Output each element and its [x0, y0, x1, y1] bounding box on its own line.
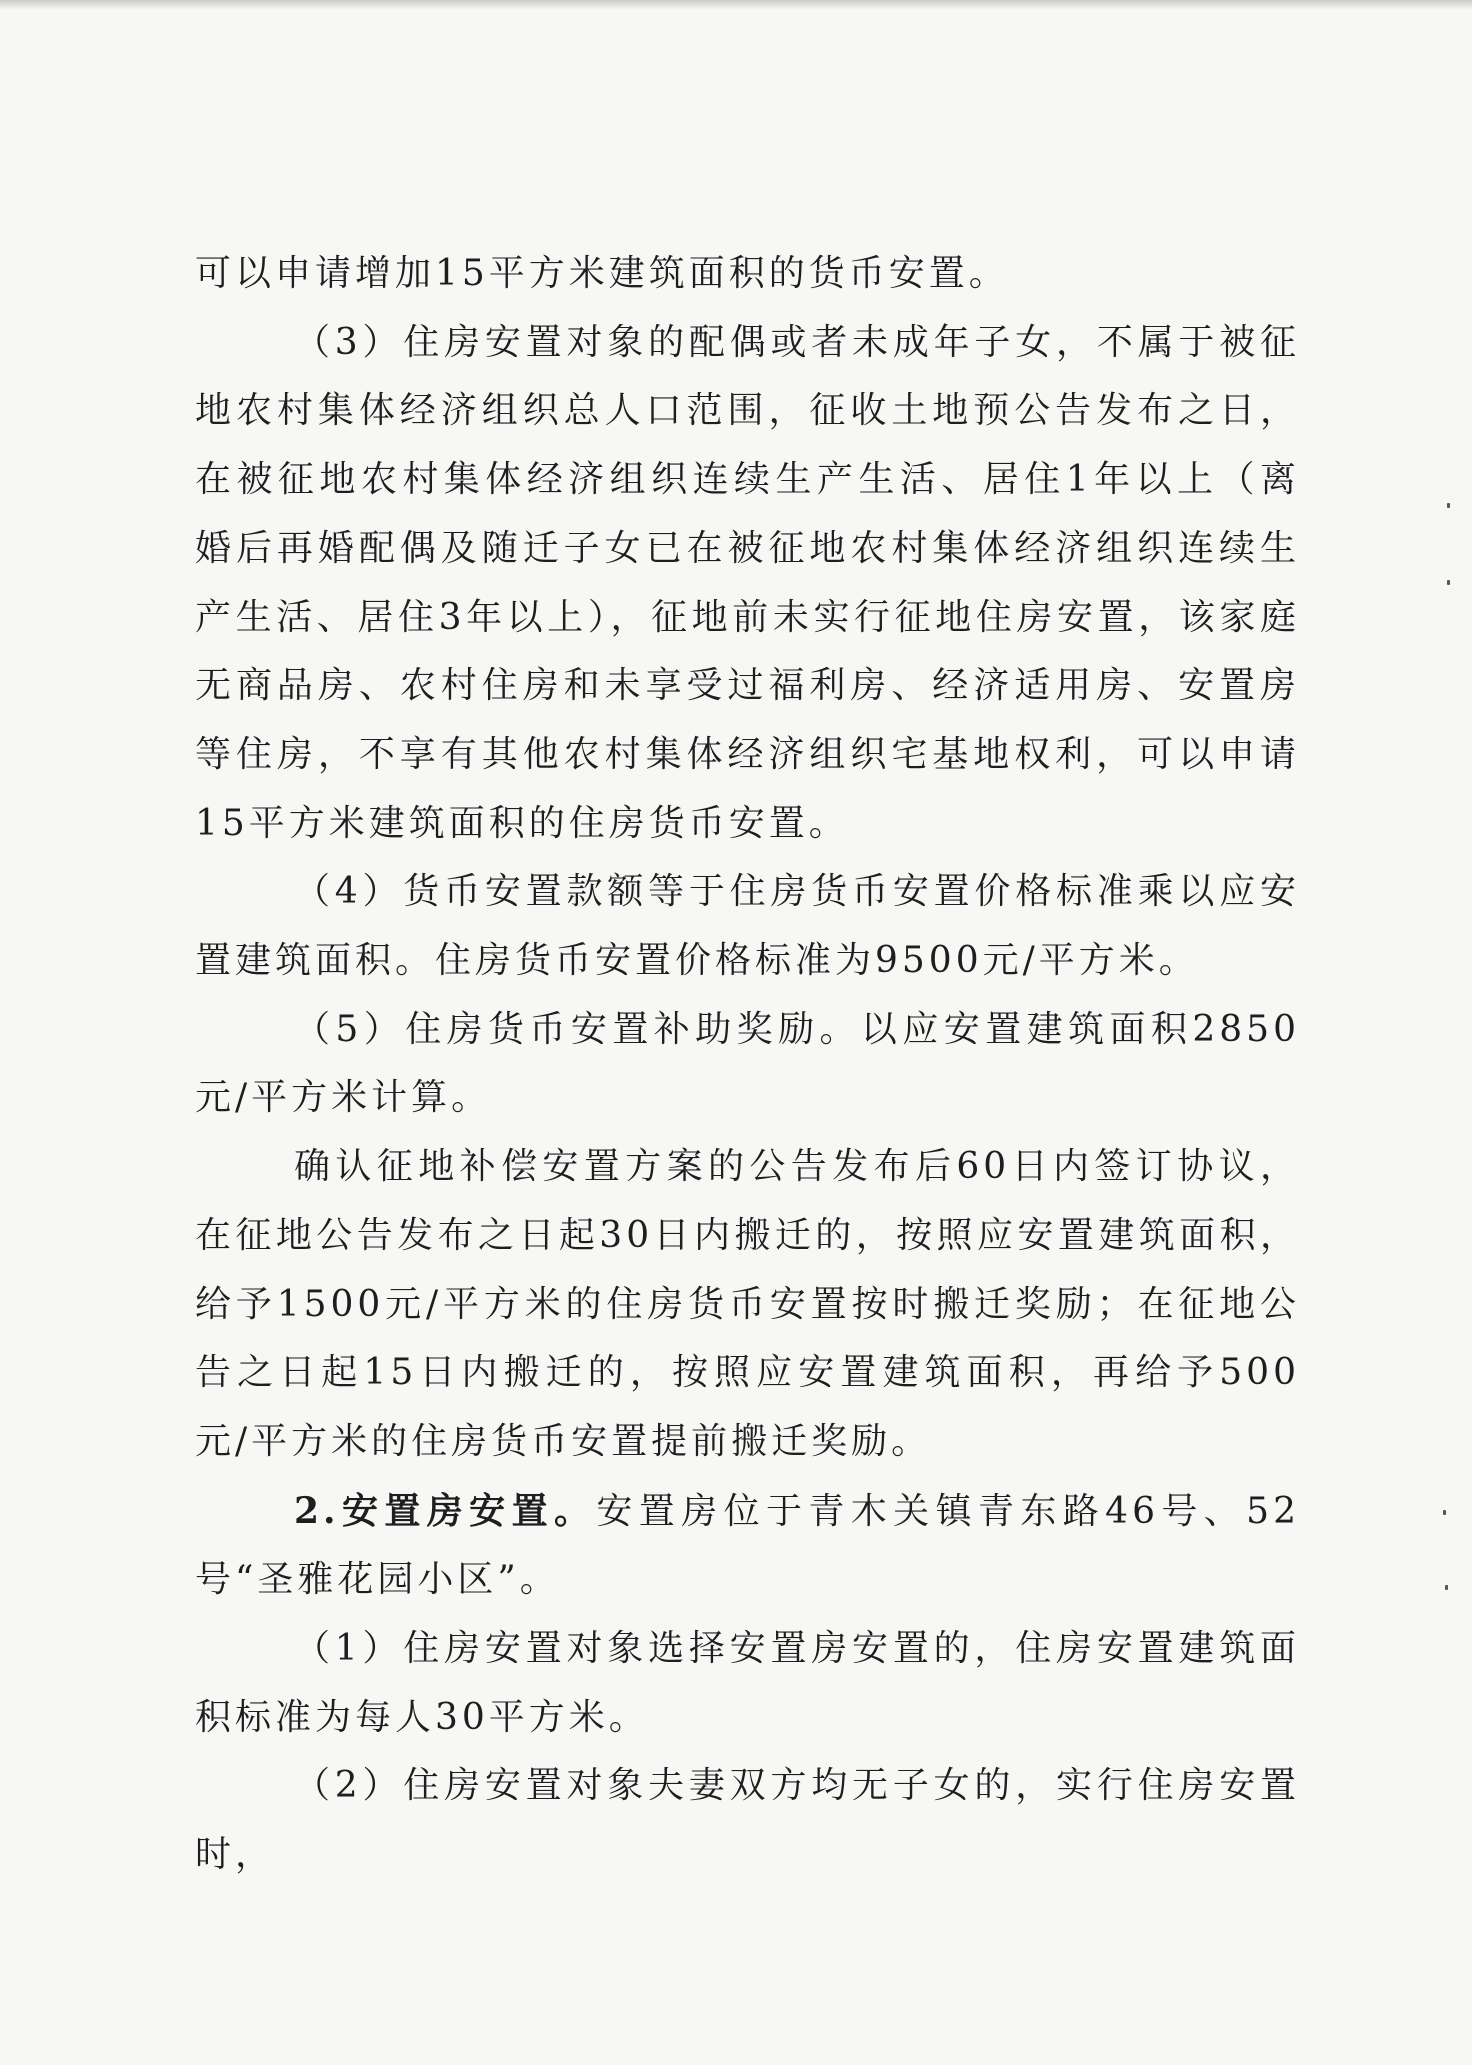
paragraph-item-3: [195, 309, 1300, 859]
paragraph-text: （2）住房安置对象夫妻双方均无子女的，实行住房安置时，: [195, 1765, 1300, 1876]
paragraph-item-5: [195, 996, 1300, 1133]
document-body: [195, 240, 1300, 1890]
paragraph-item-2: [195, 1752, 1300, 1889]
scan-edge-shadow: [0, 0, 1472, 10]
paragraph-text: （1）住房安置对象选择安置房安置的，住房安置建筑面积标准为每人30平方米。: [195, 1628, 1300, 1738]
paragraph-text: 可以申请增加15平方米建筑面积的货币安置。: [195, 253, 1009, 294]
paragraph-text: （5）住房货币安置补助奖励。以应安置建筑面积2850元/平方米计算。: [195, 1008, 1300, 1119]
paragraph-text: 确认征地补偿安置方案的公告发布后60日内签订协议，在征地公告发布之日起30日内搬迁的，按照应安置建筑面积，给予1500元/平方米的住房货币安置按时搬迁奖励；在征地公告之日起15日内搬迁的，按照应安置建筑面积，再给予500元/平方米的住房货币安置提前搬迁奖励。: [195, 1146, 1300, 1462]
paragraph-text: 安置房位于青木关镇青东路46号、52号“圣雅花园小区”。: [195, 1490, 1300, 1601]
section-heading-resettlement-housing: [195, 1477, 1300, 1615]
paragraph-item-4: [195, 858, 1300, 995]
section-heading-label: 2.安置房安置。: [294, 1489, 597, 1532]
paragraph-text: （4）货币安置款额等于住房货币安置价格标准乘以应安置建筑面积。住房货币安置价格标准为9500元/平方米。: [195, 871, 1300, 982]
scan-speck: [1447, 580, 1450, 585]
paragraph-relocation-reward: [195, 1133, 1300, 1477]
scan-speck: [1443, 1510, 1446, 1515]
paragraph-continuation: [195, 240, 1300, 309]
paragraph-item-1: [195, 1615, 1300, 1752]
scan-speck: [1447, 503, 1450, 508]
scan-speck: [1445, 1585, 1448, 1590]
paragraph-text: （3）住房安置对象的配偶或者未成年子女，不属于被征地农村集体经济组织总人口范围，征收土地预公告发布之日，在被征地农村集体经济组织连续生产生活、居住1年以上（离婚后再婚配偶及随迁子女已在被征地农村集体经济组织连续生产生活、居住3年以上），征地前未实行征地住房安置，该家庭无商品房、农村住房和未享受过福利房、经济适用房、安置房等住房，不享有其他农村集体经济组织宅基地权利，可以申请15平方米建筑面积的住房货币安置。: [195, 321, 1300, 844]
